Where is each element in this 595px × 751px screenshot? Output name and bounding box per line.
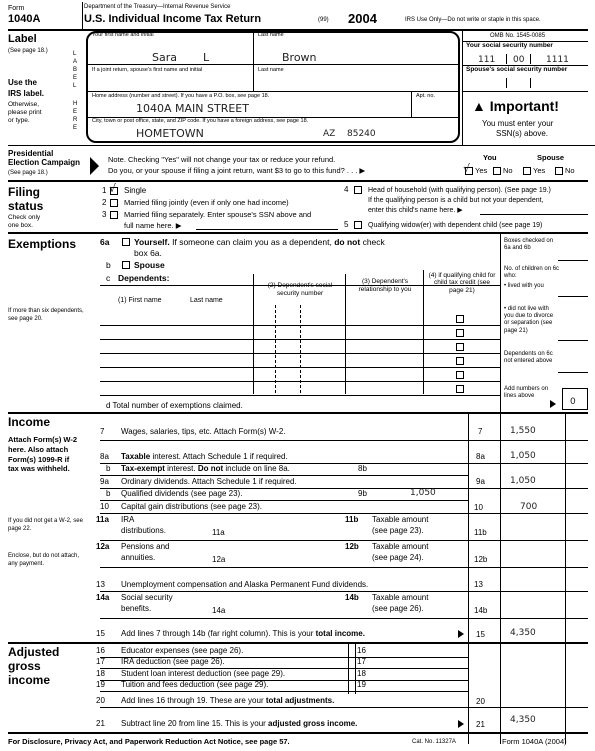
no-w2-note: If you did not get a W-2, see page 22. [8,518,83,532]
filing-title-1: Filing [8,185,40,199]
line-8a-ref: 8a [476,452,485,461]
line-16-label: Educator expenses (see page 26). [121,646,244,655]
widow-checkbox[interactable] [354,221,362,229]
line-13-label: Unemployment compensation and Alaska Permanent Fund dividends. [121,580,369,589]
line-7-value[interactable]: 1,550 [510,426,536,436]
line-9b-value[interactable]: 1,050 [410,488,436,498]
enclose-note: Enclose, but do not attach, any payment. [8,553,80,567]
line-7-label: Wages, salaries, tips, etc. Attach Form(s) W-2. [121,427,286,436]
spouse-yes-label: Yes [533,166,546,175]
one-box: one box. [8,222,33,229]
head-household-label: Head of household (with qualifying person). (See page 19.) [368,187,551,194]
line-9a-label: Ordinary dividends. Attach Schedule 1 if required. [121,477,297,486]
line-15-arrow-icon [458,630,464,638]
line-16-num: 16 [96,646,105,655]
line-8a-num: 8a [100,452,109,461]
head-household-label-2: If the qualifying person is a child but not your dependent, [368,197,544,204]
line-12b-ref: 12b [474,555,488,564]
line-21-ref: 21 [476,720,485,729]
line-8b-ref: 8b [358,464,367,473]
line-8b-label: Tax-exempt interest. Do not include on line 8a. [121,464,290,473]
married-separately-label: Married filing separately. Enter spouse's SSN above and [124,210,312,219]
city-label: City, town or post office, state, and ZIP code. If you have a foreign address, see page 18. [92,118,309,124]
form-code: (99) [318,17,329,23]
child-tax-credit-checkbox[interactable] [456,357,464,365]
dep-col-4: (4) if qualifying child for child tax credit (see page 21) [428,272,496,294]
vertical-label: L A B E L [73,51,78,89]
married-separately-arrow-icon: ▶ [175,221,182,230]
ssn-part-2[interactable]: 00 [513,55,525,65]
important-heading: ▲ Important! [472,98,559,114]
state-value[interactable]: AZ [323,129,336,139]
line-13-num: 13 [96,580,105,589]
line-6b-num: b [106,260,111,270]
child-tax-credit-checkbox[interactable] [456,343,464,351]
vertical-here: H E R E [73,101,78,131]
single-label: Single [124,186,147,195]
campaign-see-page: (See page 18.) [8,170,48,176]
line-12b-label-2: (see page 24). [372,553,424,562]
spouse-no-label: No [565,166,575,175]
line-9a-ref: 9a [476,477,485,486]
spouse-yes-checkbox[interactable] [523,167,531,175]
form-number: 1040A [8,13,41,25]
boxes-checked-label: Boxes checked on 6a and 6b [504,238,554,252]
dep-col-1a: (1) First name [118,297,162,304]
spouse-name-label: If a joint return, spouse's first name and initial [92,67,203,73]
line-15-label: Add lines 7 through 14b (far right column). This is your total income. [121,629,365,638]
footer-form: Form 1040A (2004) [502,737,567,746]
line-10-value[interactable]: 700 [520,502,538,512]
ssn-part-3[interactable]: 1111 [546,55,569,65]
line-21-arrow-icon [458,720,464,728]
campaign-arrow-icon [90,157,99,175]
line-12a-label-1: Pensions and [121,542,170,551]
line-12a-ref: 12a [212,555,226,564]
dep-col-3: (3) Dependent's relationship to you [358,278,412,293]
married-separately-label-2: full name here. ▶ [124,221,182,230]
head-household-checkbox[interactable] [354,186,362,194]
line-14a-label-2: benefits. [121,604,152,613]
agi-title-2: gross [8,659,41,673]
line-20-num: 20 [96,696,105,705]
married-separately-checkbox[interactable] [110,211,118,219]
line-10-num: 10 [100,502,109,511]
line-11b-label-2: (see page 23). [372,526,424,535]
widow-label: Qualifying widow(er) with dependent child (see page 19) [368,222,543,229]
line-14b-ref: 14b [474,606,488,615]
zip-value[interactable]: 85240 [347,129,376,139]
single-checkmark-icon: √ [109,182,117,195]
please-print: please print [8,109,42,116]
spouse-no-checkbox[interactable] [555,167,563,175]
important-arrow-icon: ▲ [472,98,486,114]
line-7-num: 7 [100,427,105,436]
line-12a-label-2: annuities. [121,553,156,562]
line-18-num: 18 [96,669,105,678]
line-11b-label-1: Taxable amount [372,515,429,524]
more-than-six: If more than six dependents, see page 20. [8,308,84,322]
you-no-label: No [503,166,513,175]
line-19-ref: 19 [357,680,366,689]
label-see-page: (See page 18.) [8,48,48,54]
child-tax-credit-checkbox[interactable] [456,329,464,337]
campaign-dots: . . . [346,166,358,175]
child-tax-credit-checkbox[interactable] [456,385,464,393]
line-15-num: 15 [96,629,105,638]
campaign-question: Do you, or your spouse if filing a joint return, want $3 to go to this fund? . . . ▶ [108,166,366,175]
filing-num-2: 2 [102,198,107,207]
agi-title-3: income [8,673,51,687]
yourself-checkbox[interactable] [122,238,130,246]
line-18-ref: 18 [357,669,366,678]
line-14a-label-1: Social security [121,593,173,602]
campaign-question-arrow-icon: ▶ [359,166,366,175]
line-12a-num: 12a [96,542,110,551]
campaign-note: Note. Checking "Yes" will not change your tax or reduce your refund. [108,155,336,164]
dep-col-2: (2) Dependent's social security number [267,282,333,297]
important-text-2: SSN(s) above. [496,129,549,138]
last-name-value[interactable]: Brown [282,51,317,64]
ssn-label: Your social security number [466,42,553,49]
first-name-value[interactable]: Sara [152,51,177,64]
line-6d-label: d Total number of exemptions claimed. [106,401,243,410]
address-label: Home address (number and street). If you have a P.O. box, see page 18. [92,93,270,99]
line-8a-value[interactable]: 1,050 [510,451,536,461]
apt-label: Apt. no. [416,93,435,99]
otherwise: Otherwise, [8,101,40,108]
filing-num-3: 3 [102,210,107,219]
add-numbers-label: Add numbers on lines above [504,386,549,400]
yourself-label: Yourself. If someone can claim you as a dependent, do not check [134,237,385,247]
head-household-label-3: enter this child's name here. ▶ [368,207,463,214]
spouse-ssn-label: Spouse's social security number [466,66,568,73]
line-10-ref: 10 [474,503,483,512]
exemptions-title: Exemptions [8,237,77,251]
spouse-label: Spouse [134,260,165,270]
line-20-ref: 20 [476,697,485,706]
use-irs-label-2: IRS label. [8,89,45,98]
filing-num-5: 5 [344,220,349,229]
line-12b-label-1: Taxable amount [372,542,429,551]
line-8b-num: b [106,464,111,473]
you-no-checkbox[interactable] [493,167,501,175]
line-21-num: 21 [96,719,105,728]
line-14b-label-1: Taxable amount [372,593,429,602]
form-label: Form [8,5,25,12]
line-6a-num: 6a [100,237,110,247]
address-value[interactable]: 1040A MAIN STREET [136,102,249,115]
filing-title-2: status [8,199,44,213]
line-21-label: Subtract line 20 from line 15. This is your adjusted gross income. [121,719,358,728]
footer-cat: Cat. No. 11327A [412,739,456,745]
not-live-label: • did not live with you due to divorce or separation (see page 21) [504,306,554,334]
no-children-label: No. of children on 6c who: [504,266,560,280]
campaign-title-1: Presidential [8,149,54,158]
add-numbers-arrow-icon [550,400,556,408]
last-name-label: Last name [258,32,284,38]
line-15-ref: 15 [476,630,485,639]
line-17-num: 17 [96,657,105,666]
line-21-value[interactable]: 4,350 [510,715,536,725]
line-11a-label-2: distributions. [121,526,166,535]
box-6a-label: box 6a. [134,248,162,258]
form-title: U.S. Individual Income Tax Return [84,13,262,25]
line-11a-num: 11a [96,515,109,524]
line-11a-ref: 11a [212,528,225,537]
tax-year: 2004 [348,11,377,26]
you-yes-label: Yes [475,166,488,175]
dependents-not-entered-label: Dependents on 6c not entered above [504,351,553,365]
income-title: Income [8,415,51,429]
agi-title-1: Adjusted [8,645,60,659]
line-11b-num: 11b [345,515,359,524]
campaign-you-header: You [483,153,497,162]
check-only: Check only [8,214,41,221]
line-18-label: Student loan interest deduction (see page 29). [121,669,286,678]
line-9b-ref: 9b [358,489,367,498]
ssn-part-1[interactable]: 111 [478,55,496,65]
important-text-1: You must enter your [482,119,554,128]
you-yes-checkmark-icon: √ [463,162,471,175]
omb-number: OMB No. 1545-0085 [490,33,546,39]
city-value[interactable]: HOMETOWN [136,127,204,140]
or-type: or type. [8,117,30,124]
line-13-ref: 13 [474,580,483,589]
line-19-num: 19 [96,680,105,689]
spouse-last-label: Last name [258,67,284,73]
line-14b-label-2: (see page 26). [372,604,424,613]
total-exemptions-value[interactable]: 0 [570,397,576,407]
line-10-label: Capital gain distributions (see page 23). [121,502,262,511]
dep-col-1b: Last name [190,297,223,304]
filing-num-4: 4 [344,185,349,194]
line-15-value[interactable]: 4,350 [510,628,536,638]
line-11a-label-1: IRA [121,515,135,524]
married-jointly-checkbox[interactable] [110,199,118,207]
head-household-arrow-icon: ▶ [457,207,463,214]
line-12b-num: 12b [345,542,359,551]
married-jointly-label: Married filing jointly (even if only one had income) [124,198,289,207]
initial-value[interactable]: L [203,51,210,64]
attach-w2: Attach Form(s) W-2 here. Also attach Form(s) 1099-R if tax was withheld. [8,435,78,474]
line-17-ref: 17 [357,657,366,666]
line-16-ref: 16 [357,646,366,655]
line-20-label: Add lines 16 through 19. These are your total adjustments. [121,696,335,705]
spouse-checkbox[interactable] [122,261,130,269]
footer-disclosure: For Disclosure, Privacy Act, and Paperwork Reduction Act Notice, see page 57. [8,737,290,746]
line-14a-num: 14a [96,593,110,602]
line-9a-num: 9a [100,477,109,486]
line-6c-num: c [106,273,111,283]
line-8a-label: Taxable interest. Attach Schedule 1 if required. [121,452,288,461]
campaign-spouse-header: Spouse [537,153,565,162]
line-17-label: IRA deduction (see page 26). [121,657,225,666]
line-9b-label: Qualified dividends (see page 23). [121,489,243,498]
child-tax-credit-checkbox[interactable] [456,315,464,323]
child-tax-credit-checkbox[interactable] [456,371,464,379]
filing-num-1: 1 [102,186,107,195]
first-name-label: Your first name and initial [92,32,154,38]
department: Department of the Treasury—Internal Revenue Service [84,4,231,10]
use-irs-label: Use the [8,78,37,87]
campaign-title-2: Election Campaign [8,158,81,167]
line-11b-ref: 11b [474,528,487,537]
line-9a-value[interactable]: 1,050 [510,476,536,486]
line-19-label: Tuition and fees deduction (see page 29). [121,680,269,689]
line-7-ref: 7 [478,427,483,436]
line-14a-ref: 14a [212,606,226,615]
line-9b-num: b [106,489,111,498]
dependents-label: Dependents: [118,273,170,283]
line-14b-num: 14b [345,593,359,602]
label-title: Label [8,33,37,45]
irs-use-only: IRS Use Only—Do not write or staple in this space. [405,17,541,23]
lived-with-label: • lived with you [504,283,544,289]
